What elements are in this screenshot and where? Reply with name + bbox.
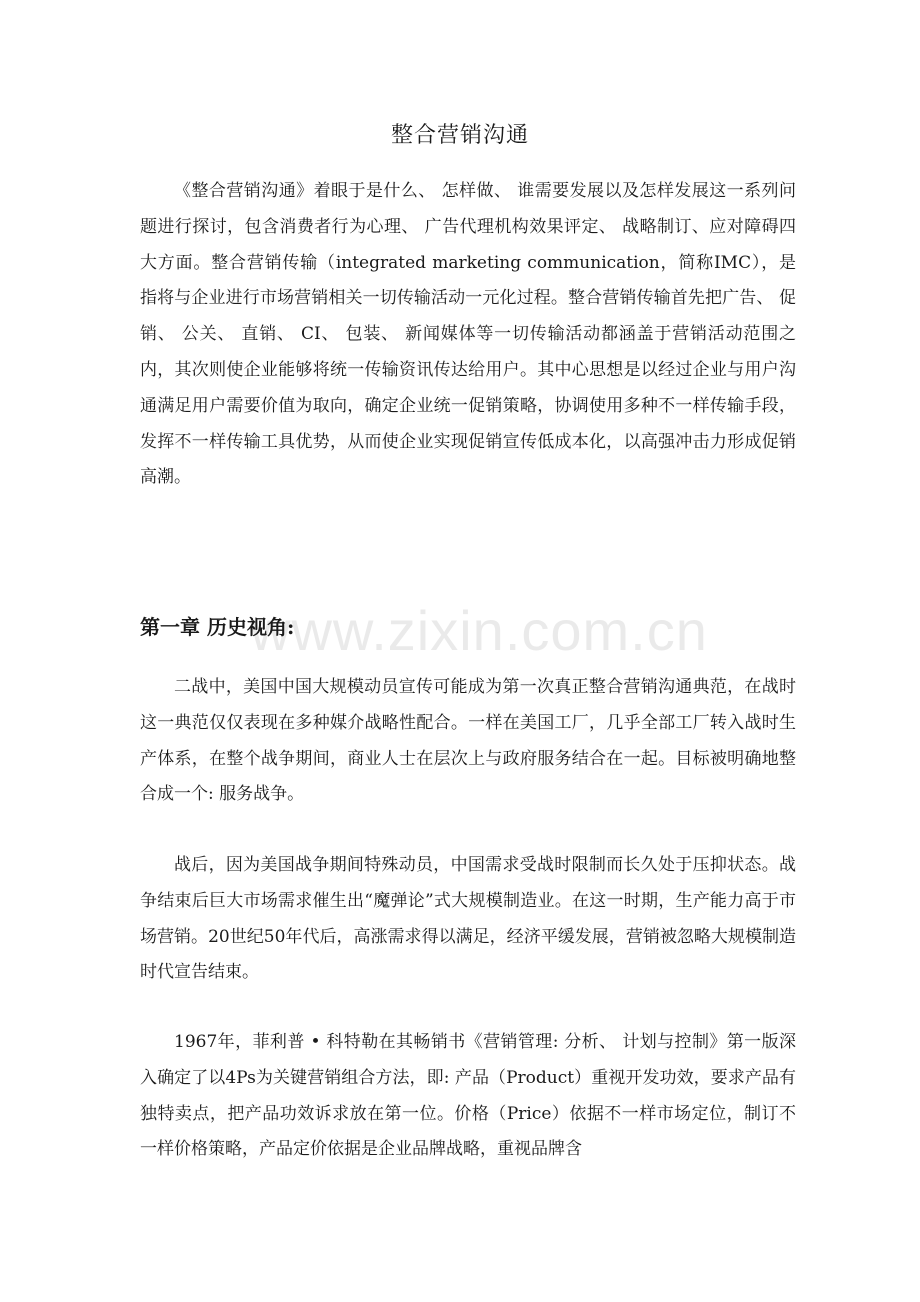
chapter-paragraph-3: 1967年，菲利普 • 科特勒在其畅销书《营销管理: 分析、 计划与控制》第一版深入确定了以4Ps为关键营销组合方法，即: 产品（Product）重视开发功效，要求产品有独特卖点，把产品功效诉求放在第一位。价格（Price）依据不一样市场定位，制订不一样价格策略，产品定价依据是企业品牌战略，重视品牌含: [140, 1032, 796, 1160]
intro-paragraph: 《整合营销沟通》着眼于是什么、 怎样做、 谁需要发展以及怎样发展这一系列问题进行探讨，包含消费者行为心理、 广告代理机构效果评定、 战略制订、应对障碍四大方面。整合营销传输（integrated marketing communication，简称IMC），是指将与企业进行市场营销相关一切传输活动一元化过程。整合营销传输首先把广告、 促销、 公关、 直销、 CI、 包装、 新闻媒体等一切传输活动都涵盖于营销活动范围之内，其次则使企业能够将统一传输资讯传达给用户。其中心思想是以经过企业与用户沟通满足用户需要价值为取向，确定企业统一促销策略，协调使用多种不一样传输手段，发挥不一样传输工具优势，从而使企业实现促销宣传低成本化，以高强冲击力形成促销高潮。: [140, 181, 796, 488]
chapter-paragraph-1: 二战中，美国中国大规模动员宣传可能成为第一次真正整合营销沟通典范，在战时这一典范仅仅表现在多种媒介战略性配合。一样在美国工厂，几乎全部工厂转入战时生产体系，在整个战争期间，商业人士在层次上与政府服务结合在一起。目标被明确地整合成一个: 服务战争。: [140, 677, 796, 805]
chapter-heading: 第一章 历史视角:: [140, 615, 295, 639]
document-title: 整合营销沟通: [390, 123, 529, 148]
watermark: www.zixin.com.cn: [250, 599, 708, 662]
chapter-paragraph-2: 战后，因为美国战争期间特殊动员，中国需求受战时限制而长久处于压抑状态。战争结束后巨大市场需求催生出“魔弹论”式大规模制造业。在这一时期，生产能力高于市场营销。20世纪50年代后，高涨需求得以满足，经济平缓发展，营销被忽略大规模制造时代宣告结束。: [140, 855, 796, 983]
